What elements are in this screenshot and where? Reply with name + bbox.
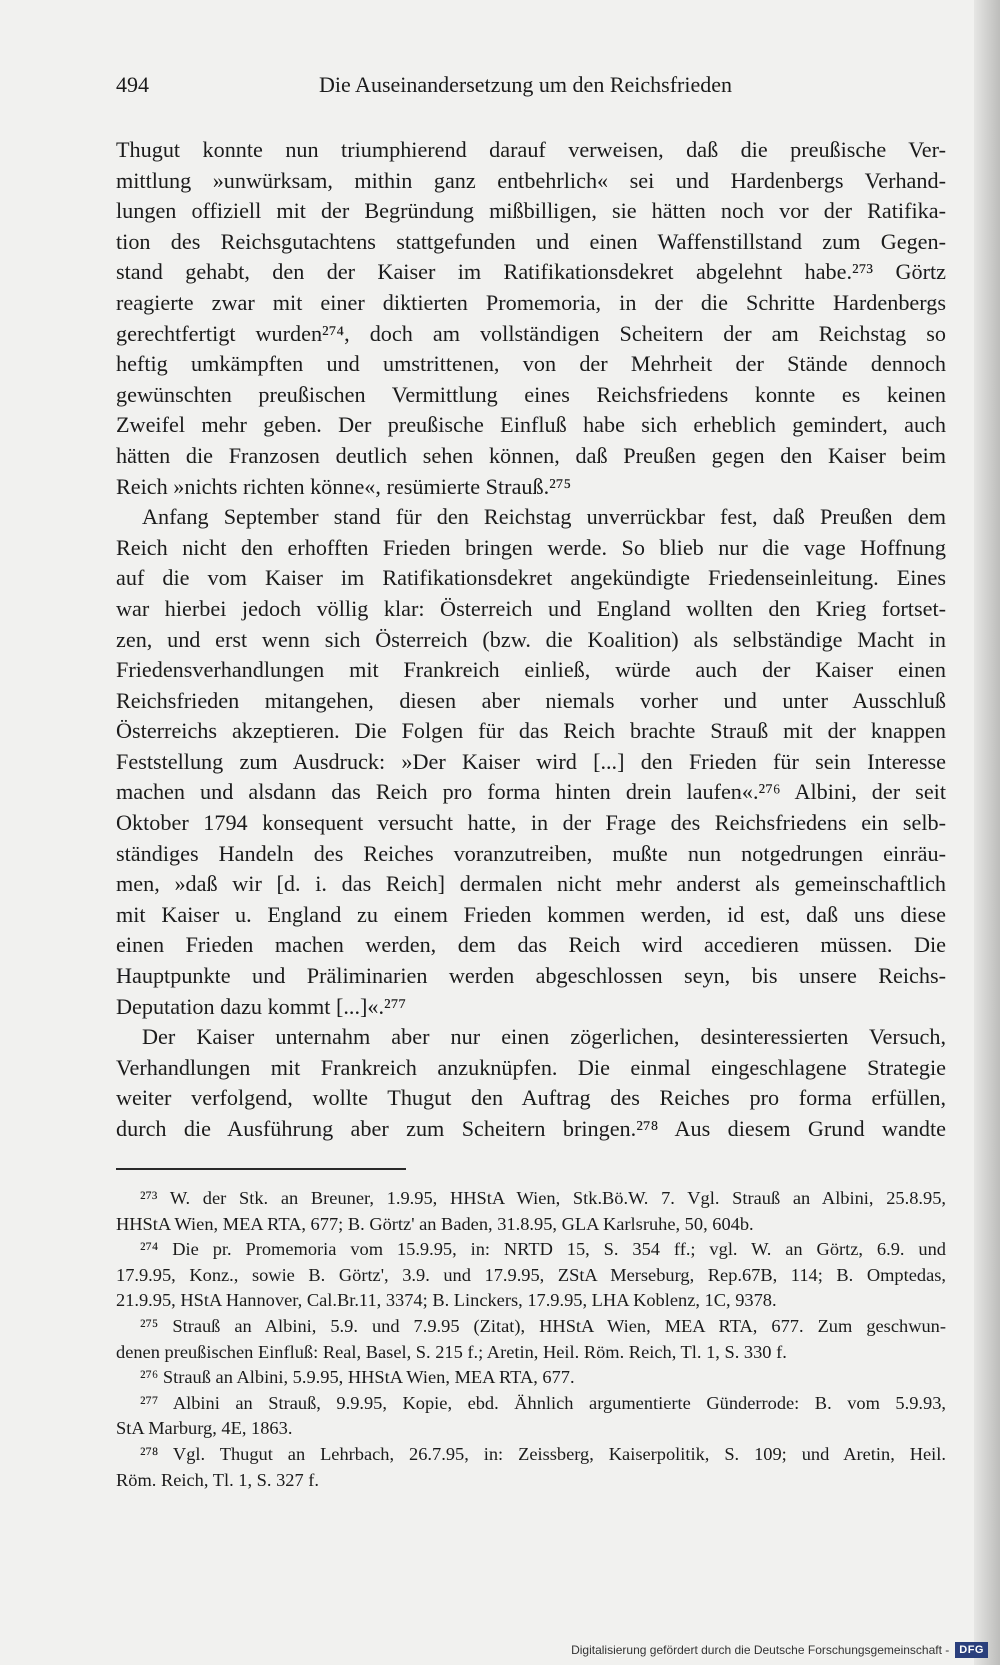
body-line: hätten die Franzosen deutlich sehen können, daß Preußen gegen den Kaiser beim — [116, 442, 946, 468]
body-line: Thugut konnte nun triumphierend darauf verweisen, daß die preußische Ver- — [116, 137, 946, 162]
footnotes — [116, 1186, 946, 1493]
body-line: Zweifel mehr geben. Der preußische Einfluß habe sich erheblich gemindert, auch — [116, 412, 946, 438]
footnote-line: ²⁷⁴ Die pr. Promemoria vom 15.9.95, in: NRTD 15, S. 354 ff.; vgl. W. an Görtz, 6.9. und — [140, 1239, 946, 1260]
body-line: Friedensverhandlungen mit Frankreich einließ, würde auch der Kaiser einen — [116, 657, 946, 683]
footnote-line: ²⁷⁵ Strauß an Albini, 5.9. und 7.9.95 (Zitat), HHStA Wien, MEA RTA, 677. Zum geschwun- — [140, 1315, 946, 1336]
page-header — [116, 72, 946, 106]
body-line: auf die vom Kaiser im Ratifikationsdekret angekündigte Friedenseinleitung. Eines — [116, 565, 946, 591]
footnote-line: Röm. Reich, Tl. 1, S. 327 f. — [116, 1469, 319, 1490]
body-line: heftig umkämpften und umstrittenen, von der Mehrheit der Stände dennoch — [116, 351, 946, 377]
body-line: tion des Reichsgutachtens stattgefunden und einen Waffenstillstand zum Gegen- — [116, 228, 946, 254]
body-line: Feststellung zum Ausdruck: »Der Kaiser wird [...] den Frieden für sein Interesse — [116, 748, 946, 774]
digitization-credit — [571, 1639, 988, 1661]
body-line: Anfang September stand für den Reichstag unverrückbar fest, daß Preußen dem — [142, 504, 946, 530]
footnote-line: ²⁷⁸ Vgl. Thugut an Lehrbach, 26.7.95, in: Zeissberg, Kaiserpolitik, S. 109; und Aretin, Heil. — [140, 1443, 946, 1464]
body-line: reagierte zwar mit einer diktierten Promemoria, in der die Schritte Hardenbergs — [116, 289, 946, 315]
body-line: Deputation dazu kommt [...]«.²⁷⁷ — [116, 993, 407, 1019]
body-line: Reichsfrieden mitangehen, diesen aber niemals vorher und unter Ausschluß — [116, 687, 946, 713]
body-line: Reich nicht den erhofften Frieden bringen werde. So blieb nur die vage Hoffnung — [116, 534, 946, 560]
body-line: Reich »nichts richten könne«, resümierte Strauß.²⁷⁵ — [116, 473, 572, 499]
footnote-line: ²⁷⁶ Strauß an Albini, 5.9.95, HHStA Wien, MEA RTA, 677. — [140, 1367, 575, 1388]
body-line: ständiges Handeln des Reiches voranzutreiben, mußte nun notgedrungen einräu- — [116, 840, 946, 866]
footnote-line: HHStA Wien, MEA RTA, 677; B. Görtz' an Baden, 31.8.95, GLA Karlsruhe, 50, 604b. — [116, 1213, 754, 1234]
body-line: durch die Ausführung aber zum Scheitern bringen.²⁷⁸ Aus diesem Grund wandte — [116, 1116, 946, 1141]
dfg-logo-icon: DFG — [955, 1642, 988, 1658]
footnote-separator — [116, 1168, 406, 1170]
page-number: 494 — [116, 72, 149, 97]
body-line: weiter verfolgend, wollte Thugut den Auftrag des Reiches pro forma erfüllen, — [116, 1085, 946, 1111]
body-line: Verhandlungen mit Frankreich anzuknüpfen. Die einmal eingeschlagene Strategie — [116, 1054, 946, 1080]
footnote-line: 21.9.95, HStA Hannover, Cal.Br.11, 3374; B. Linckers, 17.9.95, LHA Koblenz, 1C, 9378. — [116, 1290, 777, 1311]
running-head: Die Auseinandersetzung um den Reichsfrieden — [319, 72, 732, 97]
body-line: gerechtfertigt wurden²⁷⁴, doch am vollständigen Scheitern der am Reichstag so — [116, 320, 946, 346]
body-line: lungen offiziell mit der Begründung mißbilligen, sie hätten noch vor der Ratifika- — [116, 198, 946, 224]
body-line: einen Frieden machen werden, dem das Reich wird accedieren müssen. Die — [116, 932, 946, 958]
body-line: war hierbei jedoch völlig klar: Österreich und England wollten den Krieg fortset- — [116, 595, 946, 621]
body-line: gewünschten preußischen Vermittlung eines Reichsfriedens konnte es keinen — [116, 381, 946, 407]
body-line: Der Kaiser unternahm aber nur einen zögerlichen, desinteressierten Versuch, — [142, 1024, 946, 1050]
body-text — [116, 135, 946, 1145]
body-line: mit Kaiser u. England zu einem Frieden kommen werden, id est, daß uns diese — [116, 901, 946, 927]
body-line: men, »daß wir [d. i. das Reich] dermalen nicht mehr anderst als gemeinschaftlich — [116, 871, 946, 897]
body-line: zen, und erst wenn sich Österreich (bzw. die Koalition) als selbständige Macht in — [116, 626, 946, 652]
body-line: Oktober 1794 konsequent versucht hatte, in der Frage des Reichsfriedens ein selb- — [116, 810, 946, 836]
body-line: stand gehabt, den der Kaiser im Ratifikationsdekret abgelehnt habe.²⁷³ Görtz — [116, 259, 946, 285]
footnote-line: StA Marburg, 4E, 1863. — [116, 1418, 293, 1439]
body-line: Hauptpunkte und Präliminarien werden abgeschlossen seyn, bis unsere Reichs- — [116, 963, 946, 989]
footnote-line: ²⁷⁷ Albini an Strauß, 9.9.95, Kopie, ebd. Ähnlich argumentierte Günderrode: B. vom 5.9.93, — [140, 1392, 946, 1413]
footnote-line: ²⁷³ W. der Stk. an Breuner, 1.9.95, HHStA Wien, Stk.Bö.W. 7. Vgl. Strauß an Albini, 25.8.95, — [140, 1188, 946, 1208]
page-edge-shadow — [974, 0, 1000, 1665]
credit-text: Digitalisierung gefördert durch die Deutsche Forschungsgemeinschaft - — [571, 1643, 950, 1657]
footnote-line: denen preußischen Einfluß: Real, Basel, S. 215 f.; Aretin, Heil. Röm. Reich, Tl. 1, S. 330 f. — [116, 1341, 787, 1362]
body-line: Österreichs akzeptieren. Die Folgen für das Reich brachte Strauß mit der knappen — [116, 718, 946, 744]
body-line: mittlung »unwürksam, mithin ganz entbehrlich« sei und Hardenbergs Verhand- — [116, 167, 946, 193]
body-line: machen und alsdann das Reich pro forma hinten drein laufen«.²⁷⁶ Albini, der seit — [116, 779, 946, 805]
footnote-line: 17.9.95, Konz., sowie B. Görtz', 3.9. und 17.9.95, ZStA Merseburg, Rep.67B, 114; B. Omptedas, — [116, 1264, 946, 1285]
